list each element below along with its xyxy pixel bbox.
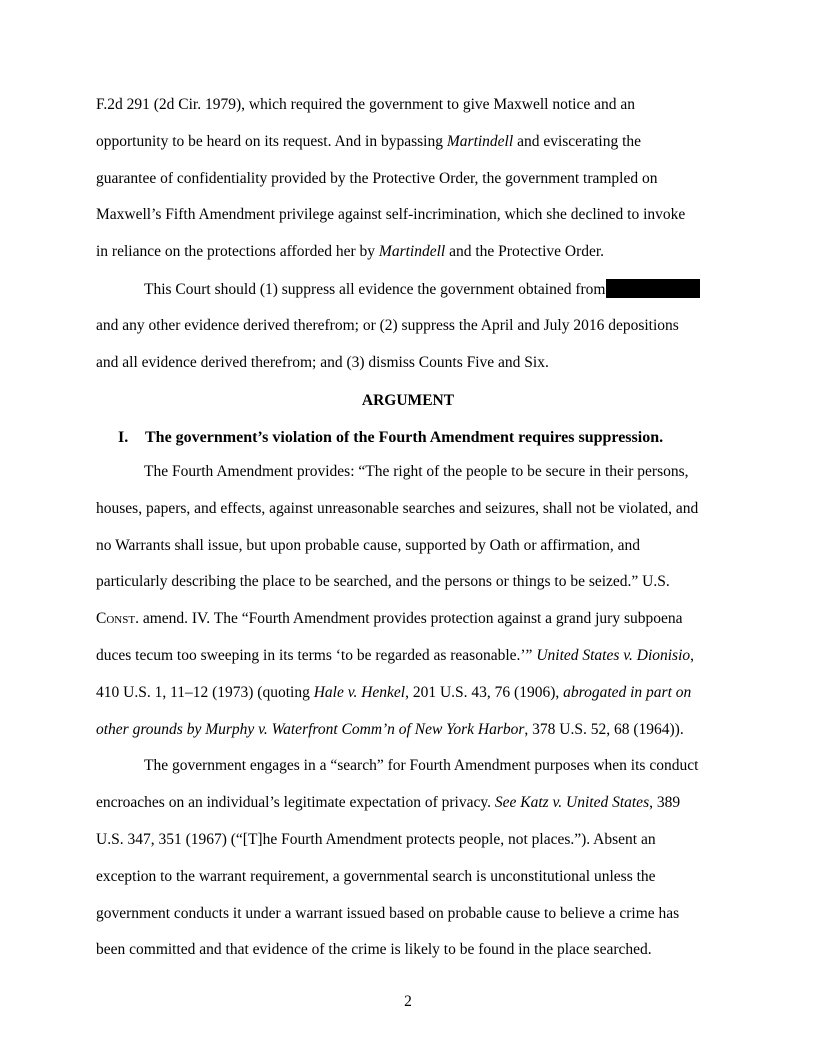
text-line	[96, 904, 679, 924]
text-segment: and any other evidence derived therefrom; or (2) suppress the April and July 2016 depositions	[96, 316, 679, 334]
section-heading	[118, 428, 663, 448]
text-segment: See Katz v. United States	[494, 794, 650, 812]
text-segment: and all evidence derived therefrom; and (3) dismiss Counts Five and Six.	[96, 353, 549, 371]
text-segment: guarantee of confidentiality provided by the Protective Order, the government trampled on	[96, 169, 658, 187]
text-line	[96, 793, 680, 813]
text-segment: Hale v. Henkel	[313, 683, 406, 701]
text-segment: been committed and that evidence of the crime is likely to be found in the place searched.	[96, 941, 652, 959]
text-segment: U.S. 347, 351 (1967) (“[T]he Fourth Amendment protects people, not places.”). Absent an	[96, 831, 656, 848]
text-segment: and the Protective Order.	[445, 243, 605, 261]
text-segment: Const.	[96, 610, 139, 628]
text-segment: particularly describing the place to be searched, and the persons or things to be seized.” U.S.	[96, 573, 670, 591]
text-line	[144, 756, 698, 776]
text-segment: , 389	[649, 794, 681, 812]
text-segment: F.2d 291 (2d Cir. 1979), which required the government to give Maxwell notice and an	[96, 96, 635, 113]
text-line	[96, 867, 656, 887]
text-line	[96, 169, 658, 189]
text-line	[96, 536, 640, 556]
text-segment: amend. IV. The “Fourth Amendment provides protection against a grand jury subpoena	[138, 610, 683, 628]
text-line	[96, 499, 698, 519]
text-segment: 410 U.S. 1, 11–12 (1973) (quoting	[96, 683, 314, 701]
text-line	[96, 720, 684, 740]
text-segment: houses, papers, and effects, against unreasonable searches and seizures, shall not be violated, and	[96, 499, 699, 517]
text-line	[96, 572, 670, 592]
text-line	[96, 646, 694, 666]
text-segment: and eviscerating the	[513, 132, 642, 150]
text-segment: Maxwell’s Fifth Amendment privilege against self-incrimination, which she declined to invoke	[96, 206, 686, 224]
text-segment: , 378 U.S. 52, 68 (1964)).	[524, 720, 684, 738]
text-line	[96, 95, 635, 115]
text-segment: The government engages in a “search” for Fourth Amendment purposes when its conduct	[144, 757, 699, 775]
text-segment: no Warrants shall issue, but upon probable cause, supported by Oath or affirmation, and	[96, 536, 640, 554]
text-line	[96, 353, 549, 373]
text-segment: abrogated in part on	[563, 683, 692, 701]
argument-heading: ARGUMENT	[361, 392, 455, 409]
text-segment: encroaches on an individual’s legitimate expectation of privacy.	[96, 794, 495, 812]
text-segment: opportunity to be heard on its request. And in bypassing	[96, 132, 447, 150]
text-segment: Martindell	[446, 132, 514, 150]
text-line	[96, 683, 691, 703]
page-number: 2	[404, 993, 412, 1010]
text-line	[144, 462, 689, 482]
text-line	[96, 205, 685, 225]
text-line	[144, 279, 700, 300]
text-line	[96, 940, 652, 960]
text-segment: This Court should (1) suppress all evidence the government obtained from	[144, 281, 606, 298]
text-segment: other grounds by Murphy v. Waterfront Comm’n of New York Harbor	[96, 720, 525, 738]
text-segment: in reliance on the protections afforded her by	[96, 243, 379, 261]
redaction-block	[606, 279, 700, 298]
text-segment: The Fourth Amendment provides: “The right of the people to be secure in their persons,	[144, 463, 689, 480]
section-number: I.	[118, 429, 129, 446]
text-line	[96, 132, 641, 152]
text-segment: duces tecum too sweeping in its terms ‘to be regarded as reasonable.’”	[96, 647, 537, 664]
text-segment: , 201 U.S. 43, 76 (1906),	[405, 683, 564, 701]
text-line	[96, 830, 656, 850]
text-segment: United States v. Dionisio	[536, 647, 691, 664]
section-title: The government’s violation of the Fourth Amendment requires suppression.	[145, 429, 664, 446]
text-line	[96, 316, 679, 336]
text-segment: exception to the warrant requirement, a governmental search is unconstitutional unless the	[96, 867, 656, 885]
text-line	[96, 242, 604, 262]
text-line	[96, 609, 682, 629]
text-segment: ,	[690, 647, 695, 664]
text-segment: Martindell	[378, 243, 446, 261]
text-segment: government conducts it under a warrant issued based on probable cause to believe a crime has	[96, 904, 680, 922]
